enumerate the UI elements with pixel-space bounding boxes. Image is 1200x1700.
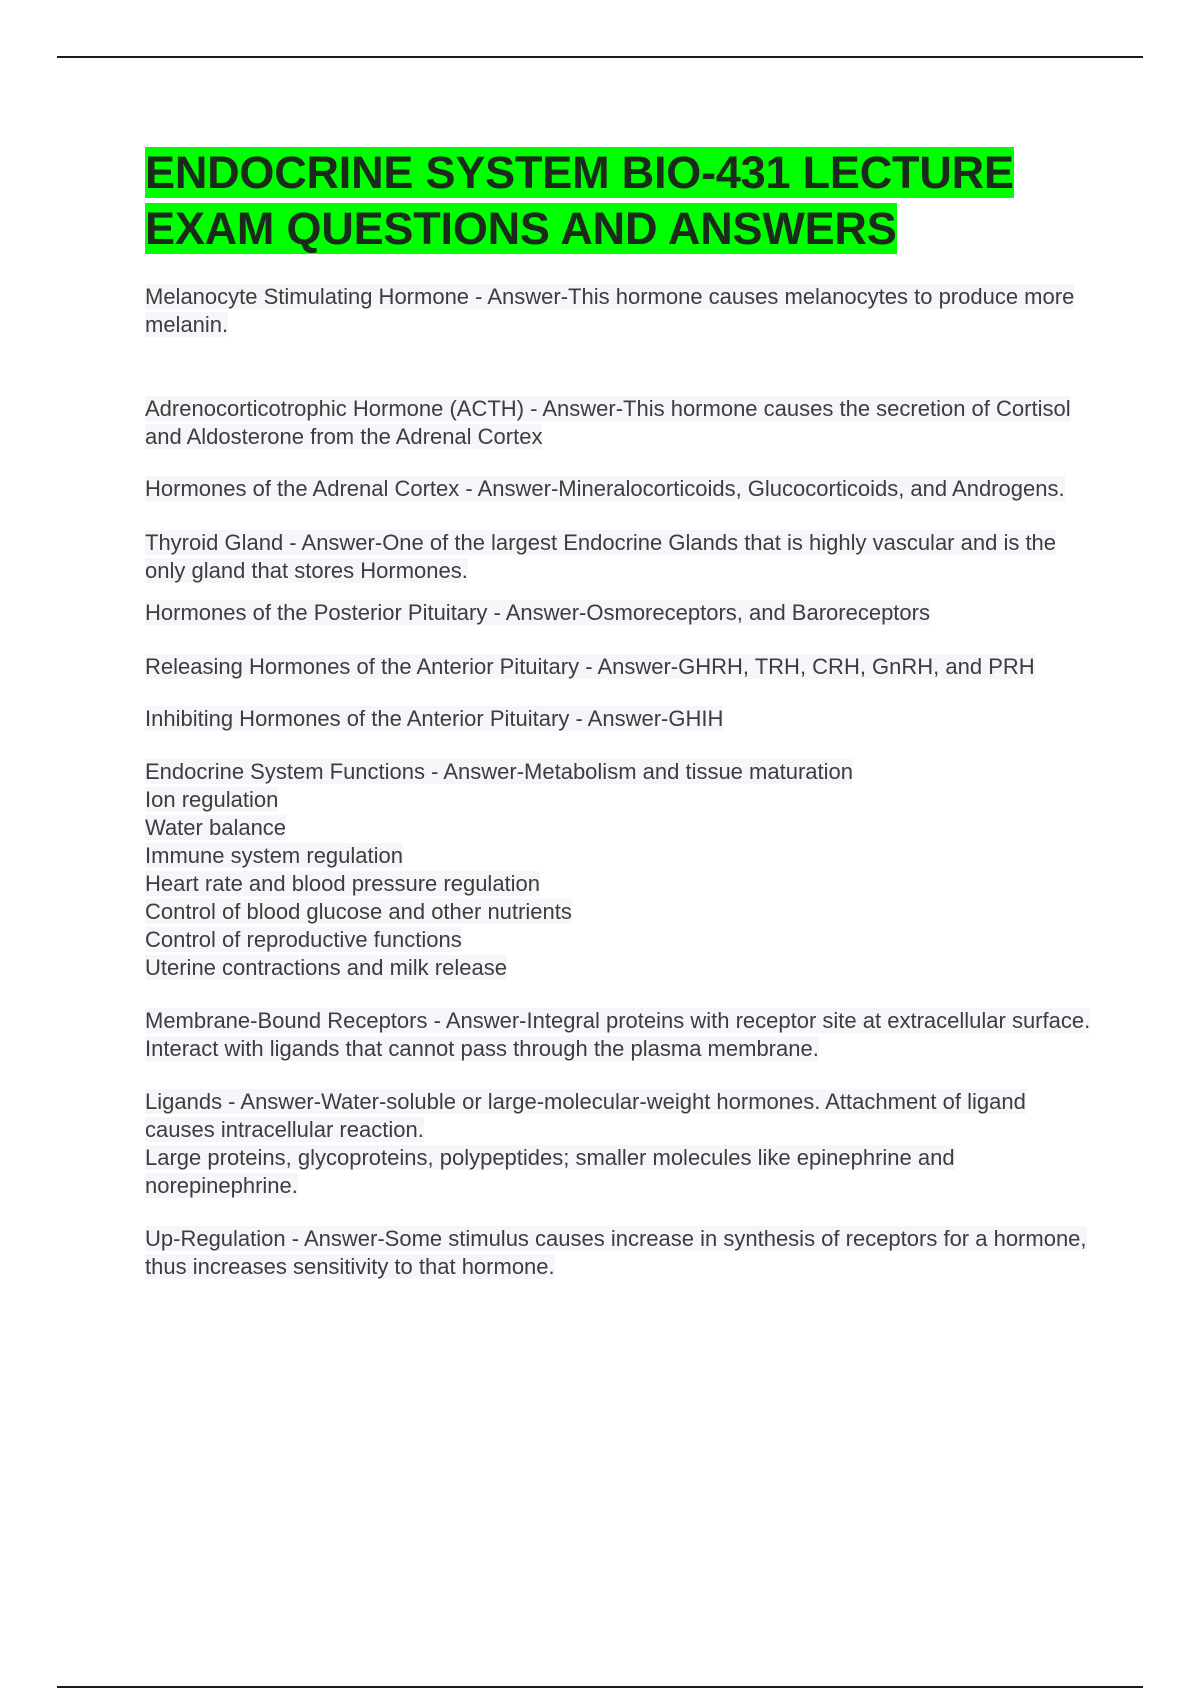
document-title: ENDOCRINE SYSTEM BIO-431 LECTURE EXAM QUESTIONS AND ANSWERS xyxy=(145,147,1014,254)
qa-item: Hormones of the Posterior Pituitary - Answer-Osmoreceptors, and Baroreceptors xyxy=(145,600,930,625)
bottom-divider xyxy=(57,1686,1143,1688)
qa-item: Up-Regulation - Answer-Some stimulus causes increase in synthesis of receptors for a hormone, thus increases sensitivity to that hormone. xyxy=(145,1226,1087,1279)
qa-item: Melanocyte Stimulating Hormone - Answer-This hormone causes melanocytes to produce more melanin. xyxy=(145,284,1075,337)
qa-item: Endocrine System Functions - Answer-Metabolism and tissue maturation Ion regulation Water balance Immune system regulation Heart rate and blood pressure regulation Control of blood glucose and other nutrients Control of reproductive functions Uterine contractions and milk release xyxy=(145,759,853,980)
qa-item: Ligands - Answer-Water-soluble or large-molecular-weight hormones. Attachment of ligand causes intracellular reaction. Large proteins, glycoproteins, polypeptides; smaller molecules like epinephrine and norepinephrine. xyxy=(145,1089,1026,1198)
qa-item: Adrenocorticotrophic Hormone (ACTH) - Answer-This hormone causes the secretion of Cortisol and Aldosterone from the Adrenal Cortex xyxy=(145,396,1071,449)
top-divider xyxy=(57,56,1143,58)
qa-item: Hormones of the Adrenal Cortex - Answer-Mineralocorticoids, Glucocorticoids, and Androgens. xyxy=(145,476,1065,501)
document-body xyxy=(145,145,1095,1281)
qa-item: Inhibiting Hormones of the Anterior Pituitary - Answer-GHIH xyxy=(145,706,724,731)
qa-item: Membrane-Bound Receptors - Answer-Integral proteins with receptor site at extracellular surface. Interact with ligands that cannot pass through the plasma membrane. xyxy=(145,1008,1091,1061)
qa-item: Thyroid Gland - Answer-One of the largest Endocrine Glands that is highly vascular and is the only gland that stores Hormones. xyxy=(145,530,1057,583)
qa-item: Releasing Hormones of the Anterior Pituitary - Answer-GHRH, TRH, CRH, GnRH, and PRH xyxy=(145,654,1035,679)
